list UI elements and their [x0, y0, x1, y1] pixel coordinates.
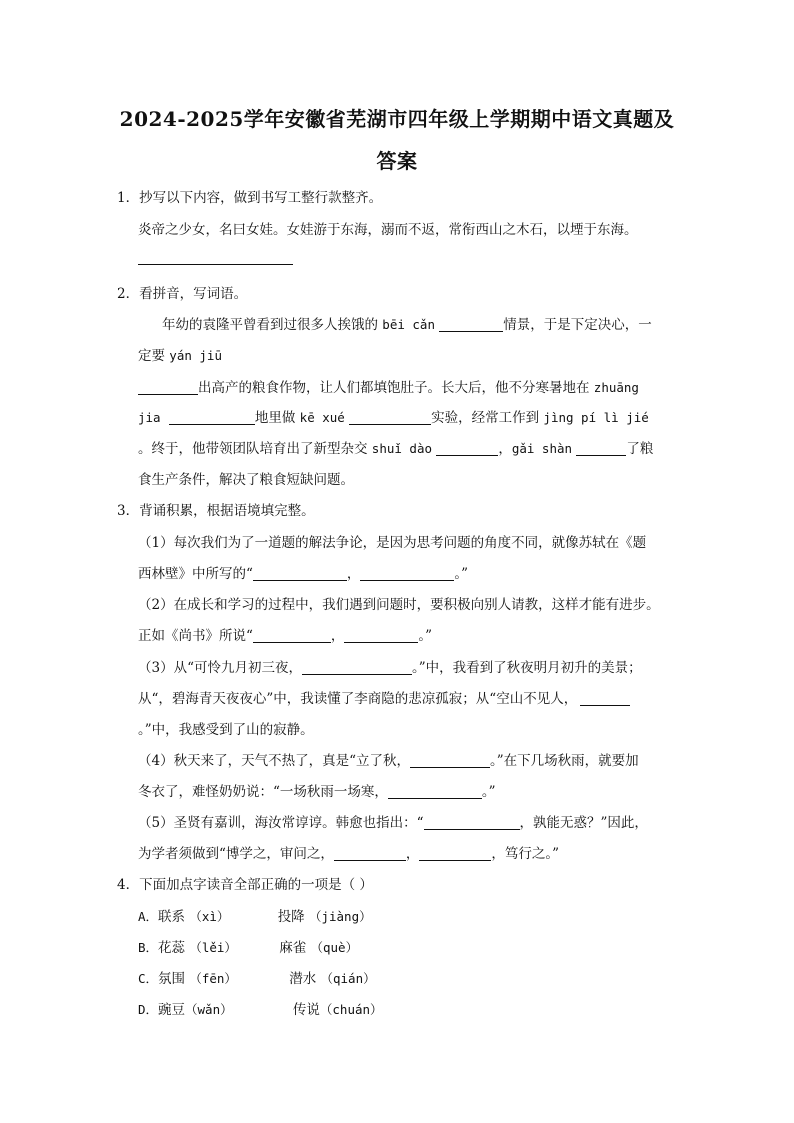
q3-text: ，	[330, 628, 345, 644]
question-4-stem: 4．下面加点字读音全部正确的一项是（ ）	[117, 877, 373, 893]
option-pinyin: （xì）	[189, 909, 230, 924]
option-pinyin: （fēn）	[189, 971, 237, 986]
pinyin-yan-jiu: yán jiū	[169, 348, 222, 363]
answer-blank[interactable]	[580, 691, 630, 706]
option-word: 氛围	[158, 971, 186, 987]
q3-text: 。”	[454, 566, 469, 582]
question-3-3-line-1	[138, 656, 642, 676]
q2-text: 情景，于是下定决心，一	[503, 317, 652, 333]
answer-blank[interactable]	[360, 566, 454, 581]
answer-blank[interactable]	[253, 566, 347, 581]
option-pinyin: （què）	[310, 940, 359, 955]
answer-blank[interactable]	[439, 317, 503, 332]
option-pinyin: （chuán）	[319, 1002, 383, 1017]
question-3-1-line-1: （1）每次我们为了一道题的解法争论，是因为思考问题的角度不同，就像苏轼在《题	[138, 535, 647, 551]
answer-blank[interactable]	[436, 441, 498, 456]
q2-text: 实验，经常工作到	[431, 410, 540, 426]
option-c[interactable]	[138, 967, 376, 987]
option-word: 豌豆	[158, 1002, 186, 1018]
q2-text: 。终于，他带领团队培育出了新型杂交	[138, 441, 368, 457]
option-b[interactable]	[138, 936, 358, 956]
answer-blank[interactable]	[388, 784, 482, 799]
answer-blank[interactable]	[576, 441, 626, 456]
question-2-line-1	[162, 313, 652, 333]
answer-blank[interactable]	[138, 250, 293, 265]
question-2-line-5	[138, 437, 653, 457]
question-3-2-line-2	[138, 624, 432, 644]
question-2-line-4	[138, 406, 649, 426]
question-3-5-line-2	[138, 842, 559, 862]
pinyin-jing-pi-li-jie: jìng pí lì jié	[543, 410, 649, 425]
q3-text: 。”	[481, 784, 496, 800]
document-title-line-2: 答案	[376, 149, 418, 173]
question-1-answer-line	[138, 250, 293, 266]
q3-text: 西林壁》中所写的“	[138, 566, 253, 582]
question-3-4-line-1	[138, 749, 639, 769]
q3-text: （4）秋天来了，天气不热了，真是“立了秋，	[138, 753, 410, 769]
option-d[interactable]	[138, 998, 383, 1018]
q3-text: 为学者须做到“博学之，审问之，	[138, 846, 334, 862]
question-2-stem: 2．看拼音，写词语。	[117, 286, 248, 302]
option-word: 投降	[277, 909, 305, 925]
pinyin-ke-xue: kē xué	[299, 410, 345, 425]
q2-text: 年幼的袁隆平曾看到过很多人挨饿的	[162, 317, 378, 333]
option-word: 麻雀	[279, 940, 307, 956]
question-2-line-2	[138, 344, 222, 364]
option-letter: D．	[138, 1002, 159, 1017]
pinyin-bei-can: bēi cǎn	[382, 317, 435, 332]
question-3-1-line-2	[138, 562, 468, 582]
option-word: 联系	[158, 909, 186, 925]
q3-text: 正如《尚书》所说“	[138, 628, 253, 644]
q3-text: ，孰能无惑？”因此，	[519, 815, 648, 831]
q3-text: （5）圣贤有嘉训，海汝常谆谆。韩愈也指出：“	[138, 815, 424, 831]
option-word: 潜水	[289, 971, 317, 987]
question-3-2-line-1: （2）在成长和学习的过程中，我们遇到问题时，要积极向别人请教，这样才能有进步。	[138, 597, 660, 613]
pinyin-shui-dao: shuǐ dào	[371, 441, 433, 456]
q2-text: 地里做	[254, 410, 296, 426]
option-pinyin: （wǎn）	[185, 1002, 233, 1017]
q3-text: 冬衣了，难怪奶奶说：“一场秋雨一场寒，	[138, 784, 388, 800]
option-pinyin: （qián）	[320, 971, 376, 986]
question-1-stem: 1．抄写以下内容，做到书写工整行款整齐。	[117, 190, 383, 206]
answer-blank[interactable]	[344, 628, 418, 643]
option-letter: B．	[138, 940, 159, 955]
question-3-4-line-2	[138, 780, 496, 800]
answer-blank[interactable]	[349, 410, 431, 425]
answer-blank[interactable]	[410, 753, 490, 768]
q2-text: ，	[498, 441, 512, 457]
answer-blank[interactable]	[334, 846, 406, 861]
pinyin-zhuang: zhuāng	[593, 380, 639, 395]
question-3-stem: 3．背诵积累，根据语境填完整。	[117, 503, 315, 519]
q3-text: ，	[346, 566, 361, 582]
option-pinyin: （lěi）	[189, 940, 237, 955]
q3-text: （3）从“可怜九月初三夜，	[138, 660, 302, 676]
question-3-3-line-2	[138, 687, 630, 707]
answer-blank[interactable]	[169, 410, 255, 425]
answer-blank[interactable]	[302, 660, 412, 675]
option-word: 传说	[292, 1002, 320, 1018]
q2-text: 了粮	[626, 441, 654, 457]
question-2-line-6: 食生产条件，解决了粮食短缺问题。	[138, 472, 354, 488]
q3-text: 。”中，我看到了秋夜明月初升的美景；	[412, 660, 642, 676]
pinyin-gai-shan: gǎi shàn	[511, 441, 573, 456]
option-letter: A．	[138, 909, 159, 924]
document-title-line-1: 2024-2025学年安徽省芜湖市四年级上学期期中语文真题及	[119, 107, 675, 131]
q3-text: 。”在下几场秋雨，就要加	[490, 753, 639, 769]
q3-text: 从“，碧海青天夜夜心”中，我读懂了李商隐的悲凉孤寂；从“空山不见人，	[138, 691, 578, 707]
question-1-text: 炎帝之少女，名曰女娃。女娃游于东海，溺而不返，常衔西山之木石，以堙于东海。	[138, 222, 638, 238]
answer-blank[interactable]	[424, 815, 520, 830]
option-word: 花蕊	[158, 940, 186, 956]
option-pinyin: （jiàng）	[308, 909, 372, 924]
answer-blank[interactable]	[138, 380, 198, 395]
option-letter: C．	[138, 971, 159, 986]
option-a[interactable]	[138, 905, 372, 925]
answer-blank[interactable]	[419, 846, 491, 861]
q3-text: 。”	[418, 628, 433, 644]
question-3-3-line-3: 。”中，我感受到了山的寂静。	[138, 722, 314, 738]
q3-text: ，	[405, 846, 420, 862]
q3-text: ，笃行之。”	[491, 846, 560, 862]
question-2-line-3	[138, 376, 639, 396]
q2-text: 出高产的粮食作物，让人们都填饱肚子。长大后，他不分寒暑地在	[198, 380, 590, 396]
question-3-5-line-1	[138, 811, 648, 831]
q2-text: 定要	[138, 348, 165, 364]
answer-blank[interactable]	[253, 628, 331, 643]
pinyin-jia: jia	[138, 410, 161, 425]
